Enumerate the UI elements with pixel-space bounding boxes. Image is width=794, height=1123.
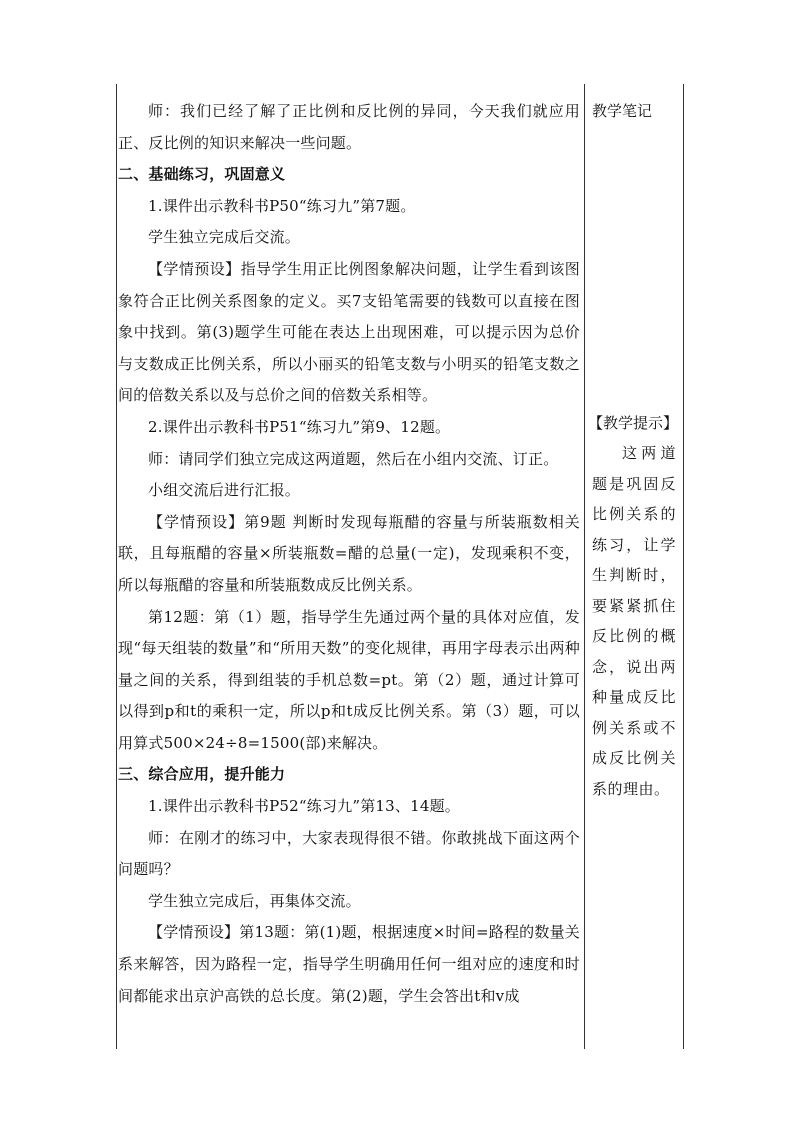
- paragraph-preview-2: 【学情预设】第9题 判断时发现每瓶醋的容量与所装瓶数相关联，且每瓶醋的容量×所装瓶数=醋的总量(一定)，发现乘积不变，所以每瓶醋的容量和所装瓶数成反比例关系。: [118, 512, 580, 594]
- paragraph-intro: 师：我们已经了解了正比例和反比例的异同，今天我们就应用正、反比例的知识来解决一些问题。: [118, 102, 580, 152]
- table-column-divider: [584, 84, 585, 1049]
- lesson-content: [118, 96, 580, 1012]
- paragraph-preview-1: 【学情预设】指导学生用正比例图象解决问题，让学生看到该图象符合正比例关系图象的定义。买7支铅笔需要的钱数可以直接在图象中找到。第(3)题学生可能在表达上出现困难，可以提示因为总价与支数成正比例关系，所以小丽买的铅笔支数与小明买的铅笔支数之间的倍数关系以及与总价之间的倍数关系相等。: [118, 259, 580, 405]
- section-heading-comprehensive: 三、综合应用，提升能力: [118, 765, 286, 784]
- teaching-tip-body: 这两道题是巩固反比例关系的练习，让学生判断时，要紧紧抓住反比例的概念，说出两种量成反比例关系或不成反比例关系的理由。: [592, 444, 676, 798]
- paragraph-teacher-challenge: 师：在刚才的练习中，大家表现得很不错。你敢挑战下面这两个问题吗？: [118, 828, 580, 879]
- paragraph-preview-3: 【学情预设】第13题：第(1)题，根据速度×时间=路程的数量关系来解答，因为路程一定，指导学生明确用任何一组对应的速度和时间都能求出京沪高铁的总长度。第(2)题，学生会答出t和v成: [118, 923, 580, 1005]
- paragraph-group-report: 小组交流后进行汇报。: [148, 481, 301, 500]
- paragraph-question-12: 第12题：第（1）题，指导学生先通过两个量的具体对应值，发现“每天组装的数量”和“所用天数”的变化规律，再用字母表示出两种量之间的关系，得到组装的手机总数=pt。第（2）题，通过计算可以得到p和t的乘积一定，所以p和t成反比例关系。第（3）题，可以用算式500×24÷8=1500(部)来解决。: [118, 607, 580, 752]
- table-right-border: [683, 84, 684, 1049]
- paragraph-teacher-instruction: 师：请同学们独立完成这两道题，然后在小组内交流、订正。: [148, 449, 559, 468]
- paragraph-exercise-1: 1.课件出示教科书P50“练习九”第7题。: [148, 196, 416, 215]
- teaching-notes-title: 教学笔记: [592, 102, 653, 120]
- teaching-tip: [588, 408, 680, 804]
- table-left-border: [116, 84, 117, 1049]
- paragraph-collective-exchange: 学生独立完成后，再集体交流。: [148, 891, 361, 910]
- paragraph-exercise-2: 2.课件出示教科书P51“练习九”第9、12题。: [148, 417, 451, 436]
- section-heading-basic-practice: 二、基础练习，巩固意义: [118, 165, 286, 184]
- paragraph-exercise-3: 1.课件出示教科书P52“练习九”第13、14题。: [148, 797, 461, 816]
- paragraph-student-exchange: 学生独立完成后交流。: [148, 228, 301, 247]
- teaching-tip-heading: 【教学提示】: [588, 414, 679, 432]
